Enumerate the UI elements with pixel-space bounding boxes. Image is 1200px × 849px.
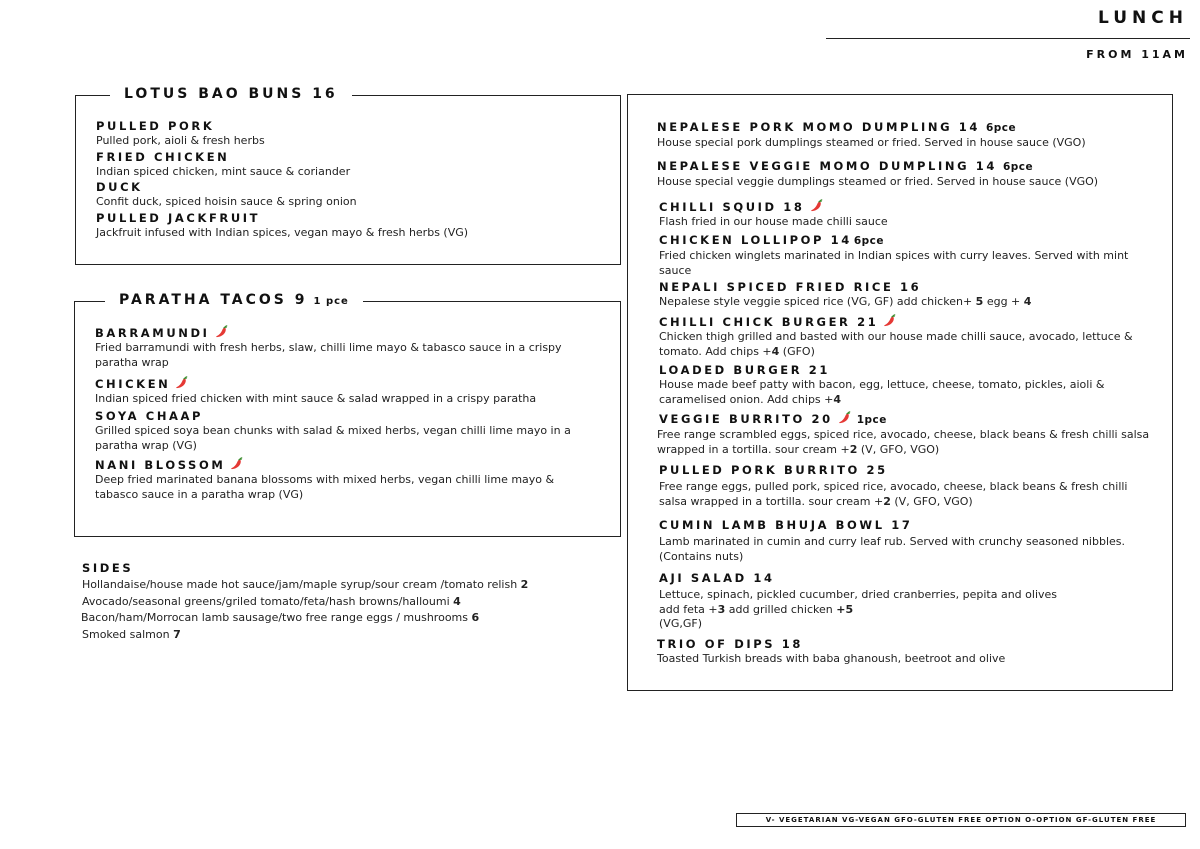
sides-line: Bacon/ham/Morrocan lamb sausage/two free range eggs / mushrooms 6 [81,611,480,624]
item-description: Pulled pork, aioli & fresh herbs [96,134,265,147]
bao-buns-section [75,86,621,265]
sides-line: Avocado/seasonal greens/griled tomato/feta/hash browns/halloumi 4 [82,594,461,608]
item-description: Jackfruit infused with Indian spices, vegan mayo & fresh herbs (VG) [96,226,469,239]
menu-item [659,463,1152,509]
menu-item [659,571,1152,632]
item-description: Deep fried marinated banana blossoms with mixed herbs, vegan chilli lime mayo & tabasco sauce in a paratha wrap (VG) [95,473,555,501]
item-description: Indian spiced chicken, mint sauce & coriander [96,165,351,178]
item-description: Free range eggs, pulled pork, spiced rice, avocado, cheese, black beans & fresh chilli salsa wrapped in a tortilla. sour cream +2 (V, GFO, VGO) [659,480,1128,508]
section-title-text: PARATHA TACOS 9 [119,292,308,308]
menu-item [96,180,600,210]
piece-count: 6pce [1002,161,1034,173]
menu-item [657,637,1152,667]
menu-item [659,280,1152,310]
price: 6 [471,611,480,624]
item-name: CHICKEN [95,376,600,392]
menu-item [95,409,598,453]
chili-icon [175,376,188,389]
menu-item [659,314,1152,359]
item-name: VEGGIE BURRITO 20 1pce [659,412,887,426]
mains-section [627,94,1173,691]
sides-title: SIDES [82,561,134,575]
item-description: Chicken thigh grilled and basted with our house made chilli sauce, avocado, lettuce & tomato. Add chips +4 (GFO) [659,330,1133,358]
item-description: Toasted Turkish breads with baba ghanoush, beetroot and olive [657,652,1006,665]
dietary-legend: V- VEGETARIAN VG-VEGAN GFO-GLUTEN FREE OPTION O-OPTION GF-GLUTEN FREE [736,813,1186,827]
item-name: CUMIN LAMB BHUJA BOWL 17 [659,518,913,532]
item-name: CHICKEN LOLLIPOP 14 6pce [659,233,885,247]
piece-count: 1 pce [313,296,349,307]
item-description: Lamb marinated in cumin and curry leaf rub. Served with crunchy seasoned nibbles. (Contains nuts) [659,535,1125,563]
sides-line: Hollandaise/house made hot sauce/jam/maple syrup/sour cream /tomato relish 2 [82,578,529,591]
item-description: Grilled spiced soya bean chunks with salad & mixed herbs, vegan chilli lime mayo in a paratha wrap (VG) [95,424,571,452]
price: 4 [453,594,461,608]
menu-item [657,159,1152,190]
price: 2 [520,578,529,591]
piece-count: 6pce [853,235,885,247]
chili-icon [810,199,823,212]
item-description: Fried chicken winglets marinated in Indian spices with curry leaves. Served with mint sauce [659,249,1129,277]
item-description: Fried barramundi with fresh herbs, slaw, chilli lime mayo & tabasco sauce in a crispy paratha wrap [95,341,562,369]
item-name: NEPALI SPICED FRIED RICE 16 [659,280,922,294]
sides-line: Smoked salmon 7 [82,627,181,641]
item-description: Lettuce, spinach, pickled cucumber, dried cranberries, pepita and olives add feta +3 add grilled chicken +5 (VG,GF) [659,588,1058,630]
menu-item [659,199,1152,230]
item-name: PULLED PORK [96,119,215,133]
chili-icon [838,411,851,424]
piece-count: 1pce [856,414,887,426]
menu-item [659,233,1152,278]
item-name: NEPALESE VEGGIE MOMO DUMPLING 14 6pce [657,159,1034,173]
chili-icon [215,325,228,338]
item-description: House special pork dumplings steamed or fried. Served in house sauce (VGO) [657,136,1086,149]
menu-item [95,376,600,407]
item-description: House made beef patty with bacon, egg, lettuce, cheese, tomato, pickles, aioli & caramelised onion. Add chips +4 [659,378,1105,406]
item-description: Flash fried in our house made chilli sauce [659,215,888,228]
menu-item [96,211,600,241]
menu-item [95,457,580,502]
item-name: DUCK [96,180,143,194]
chili-icon [883,314,896,327]
item-name: NEPALESE PORK MOMO DUMPLING 14 6pce [657,120,1017,134]
item-name: FRIED CHICKEN [96,150,230,164]
paratha-tacos-section [74,292,621,537]
menu-item [657,120,1152,151]
item-name: CHILLI SQUID 18 [659,199,1152,215]
menu-item [659,411,1152,457]
item-description: Confit duck, spiced hoisin sauce & spring onion [96,195,357,208]
item-name: AJI SALAD 14 [659,571,775,585]
chili-icon [230,457,243,470]
item-name: TRIO OF DIPS 18 [657,637,803,651]
menu-item [659,363,1152,407]
menu-item [95,325,598,370]
item-name: BARRAMUNDI [95,325,598,341]
item-description: House special veggie dumplings steamed or fried. Served in house sauce (VGO) [657,175,1099,188]
item-name: CHILLI CHICK BURGER 21 [659,314,1152,330]
item-name: LOADED BURGER 21 [659,363,830,377]
item-name: NANI BLOSSOM [95,457,580,473]
menu-title: LUNCH [1098,8,1188,28]
item-description: Free range scrambled eggs, spiced rice, avocado, cheese, black beans & fresh chilli salsa wrapped in a tortilla. sour cream +2 (V, GFO, VGO) [657,428,1150,456]
header-divider [826,38,1190,39]
item-description: Indian spiced fried chicken with mint sauce & salad wrapped in a crispy paratha [95,392,537,405]
price: 7 [173,627,181,641]
menu-item [96,119,600,149]
paratha-tacos-title [105,292,363,308]
serving-time: FROM 11AM [1086,48,1188,61]
bao-buns-title: LOTUS BAO BUNS 16 [110,86,352,102]
piece-count: 6pce [985,122,1017,134]
item-description: Nepalese style veggie spiced rice (VG, GF) add chicken+ 5 egg + 4 [659,295,1032,308]
item-name: PULLED JACKFRUIT [96,211,261,225]
sides-list [82,577,528,643]
item-name: PULLED PORK BURRITO 25 [659,463,888,477]
menu-item [96,150,600,180]
item-name: SOYA CHAAP [95,409,204,423]
menu-item [659,518,1152,564]
